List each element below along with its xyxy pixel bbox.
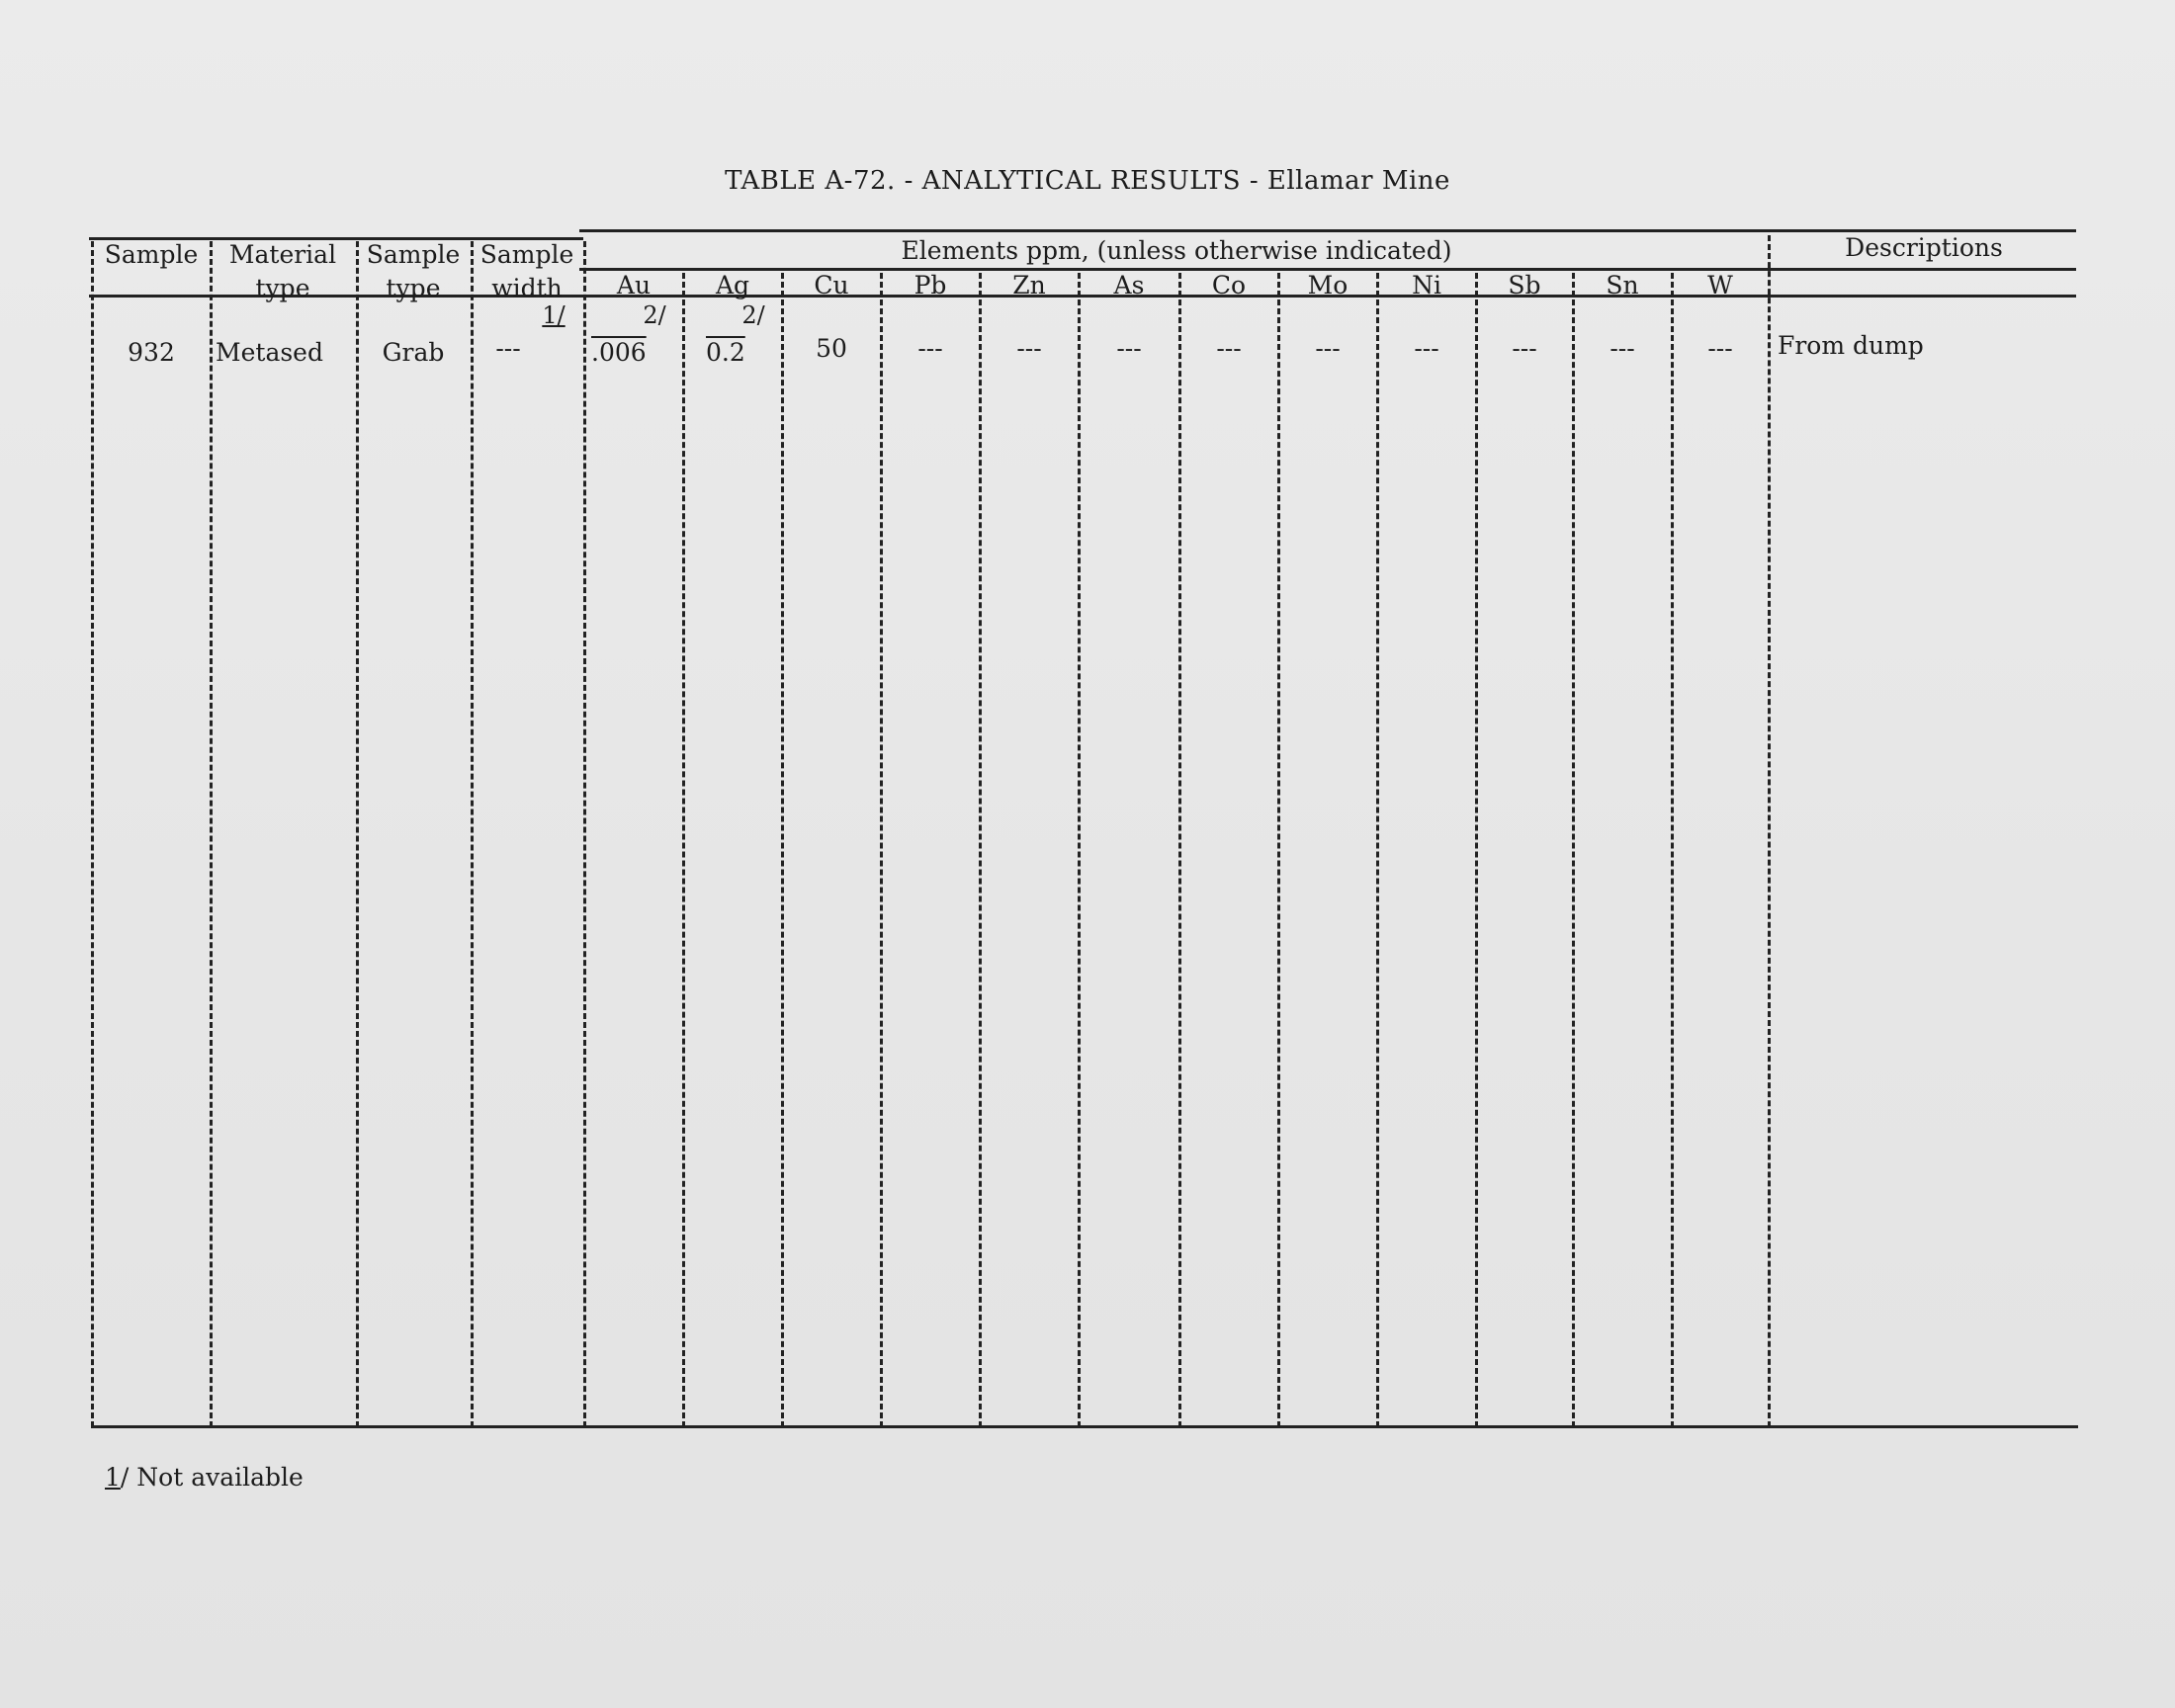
- column-separator: [471, 241, 474, 1427]
- cell-as: ---: [1116, 334, 1142, 363]
- column-separator: [781, 273, 784, 1427]
- cell-sample: 932: [128, 338, 175, 367]
- header-type: type: [386, 274, 441, 302]
- header-material: Material: [228, 240, 337, 269]
- table-title: TABLE A-72. - ANALYTICAL RESULTS - Ellamar Mine: [725, 166, 1450, 196]
- header-ag: Ag: [715, 271, 750, 299]
- column-separator: [979, 273, 982, 1427]
- column-separator: [210, 241, 213, 1427]
- cell-sn: ---: [1610, 334, 1635, 363]
- column-separator: [1475, 273, 1478, 1427]
- header-ni: Ni: [1412, 271, 1441, 299]
- header-w: W: [1707, 271, 1733, 299]
- cell-mo: ---: [1315, 334, 1341, 363]
- header-zn: Zn: [1012, 271, 1046, 299]
- cell-au: .006: [591, 338, 647, 367]
- header-sample: Sample: [104, 240, 199, 269]
- column-separator: [583, 241, 586, 1427]
- column-separator: [1078, 273, 1081, 1427]
- header-material-type: type: [255, 274, 310, 302]
- cell-width: ---: [495, 334, 521, 363]
- header-sample-type: Sample: [366, 240, 461, 269]
- header-descriptions: Descriptions: [1845, 233, 2003, 262]
- column-separator: [1671, 273, 1674, 1427]
- header-width: width: [491, 274, 563, 302]
- cell-co: ---: [1216, 334, 1242, 363]
- column-separator: [682, 273, 685, 1427]
- header-mo: Mo: [1307, 271, 1348, 299]
- header-cu: Cu: [814, 271, 849, 299]
- column-separator: [1277, 273, 1280, 1427]
- column-separator: [91, 241, 94, 1427]
- column-separator: [880, 273, 883, 1427]
- table-top-rule: [579, 229, 2076, 232]
- cell-sb: ---: [1512, 334, 1537, 363]
- cell-description: From dump: [1778, 331, 1924, 360]
- header-sample-width: Sample: [479, 240, 574, 269]
- footnote: [105, 1463, 304, 1492]
- cell-ag: 0.2: [706, 338, 745, 367]
- footnote-marker: 1: [105, 1463, 121, 1492]
- header-sb: Sb: [1508, 271, 1541, 299]
- cell-ni: ---: [1414, 334, 1439, 363]
- ag-footnote-marker: 2/: [741, 301, 765, 329]
- header-as: As: [1113, 271, 1145, 299]
- width-footnote-marker: 1/: [542, 301, 566, 329]
- au-footnote-marker: 2/: [643, 301, 666, 329]
- footnote-text: / Not available: [120, 1463, 304, 1492]
- column-separator: [356, 241, 359, 1427]
- column-separator: [1178, 273, 1181, 1427]
- header-elements: Elements ppm, (unless otherwise indicated): [901, 236, 1452, 265]
- cell-pb: ---: [917, 334, 943, 363]
- table-bottom-rule: [91, 1425, 2078, 1428]
- column-separator: [1376, 273, 1379, 1427]
- column-separator: [1768, 235, 1771, 1427]
- column-separator: [1572, 273, 1575, 1427]
- cell-material: Metased: [216, 338, 323, 367]
- cell-w: ---: [1707, 334, 1733, 363]
- header-sn: Sn: [1606, 271, 1639, 299]
- header-au: Au: [616, 271, 652, 299]
- header-co: Co: [1211, 271, 1247, 299]
- header-pb: Pb: [914, 271, 947, 299]
- cell-type: Grab: [382, 338, 445, 367]
- cell-cu: 50: [816, 334, 847, 363]
- cell-zn: ---: [1016, 334, 1042, 363]
